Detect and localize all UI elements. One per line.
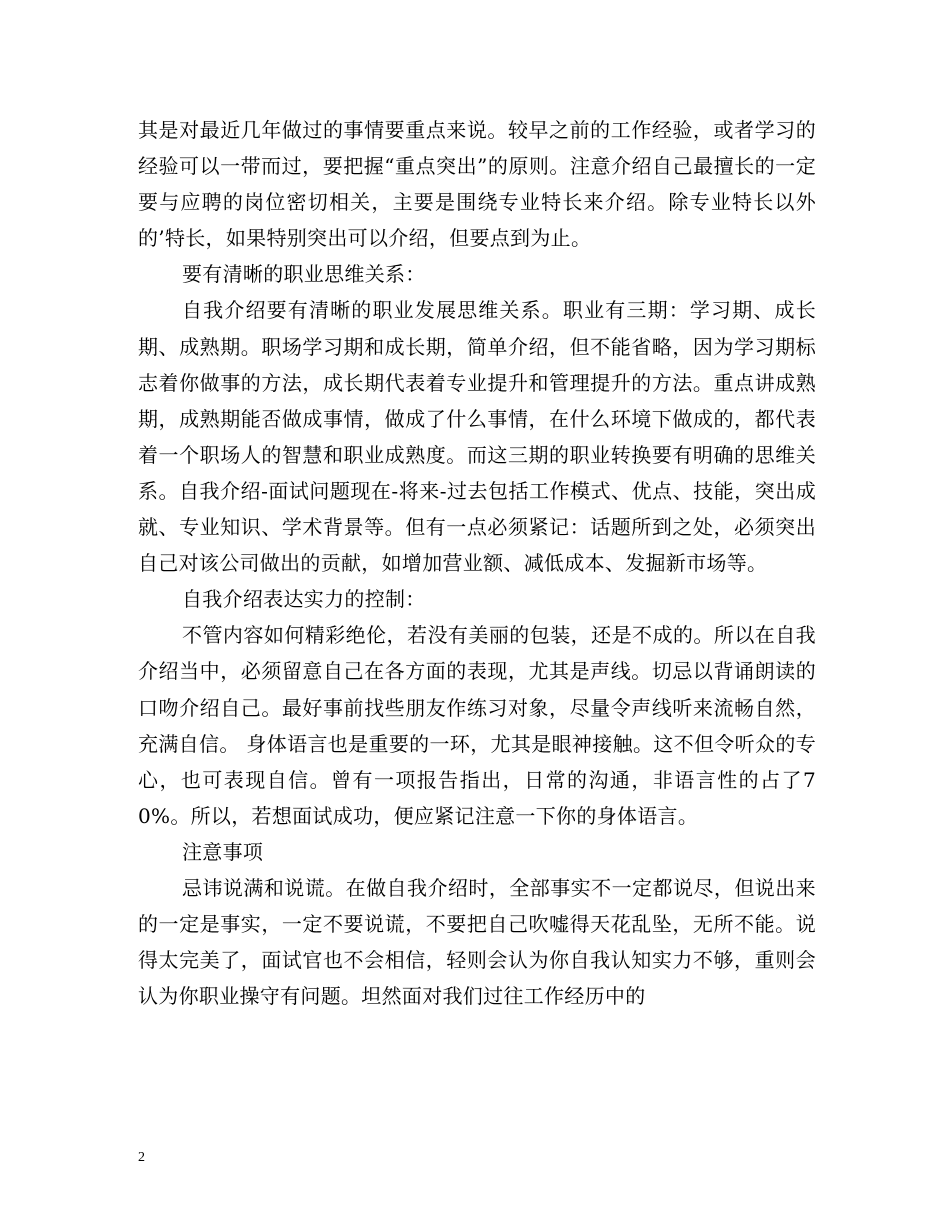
page-body [138,112,816,1014]
paragraph-career-thinking: 自我介绍要有清晰的职业发展思维关系。职业有三期：学习期、成长期、成熟期。职场学习期和成长期，简单介绍，但不能省略，因为学习期标志着你做事的方法，成长期代表着专业提升和管理提升的方法。重点讲成熟期，成熟期能否做成事情，做成了什么事情，在什么环境下做成的，都代表着一个职场人的智慧和职业成熟度。而这三期的职业转换要有明确的思维关系。自我介绍-面试问题现在-将来-过去包括工作模式、优点、技能，突出成就、专业知识、学术背景等。但有一点必须紧记：话题所到之处，必须突出自己对该公司做出的贡献，如增加营业额、减低成本、发掘新市场等。 [138,298,816,576]
paragraph-expression-control: 不管内容如何精彩绝伦，若没有美丽的包装，还是不成的。所以在自我介绍当中，必须留意自己在各方面的表现，尤其是声线。切忌以背诵朗读的口吻介绍自己。最好事前找些朋友作练习对象，尽量令声线听来流畅自然，充满自信。 身体语言也是重要的一环，尤其是眼神接触。这不但令听众的专心，也可表现自信。曾有一项报告指出，日常的沟通，非语言性的占了70%。所以，若想面试成功，便应紧记注意一下你的身体语言。 [138,623,816,828]
section-heading-notes: 注意事项 [182,839,264,864]
section-heading-expression-control: 自我介绍表达实力的控制： [182,587,426,612]
page-number: 2 [138,1150,145,1165]
paragraph-continued: 其是对最近几年做过的事情要重点来说。较早之前的工作经验，或者学习的经验可以一带而过，要把握“重点突出”的原则。注意介绍自己最擅长的一定要与应聘的岗位密切相关，主要是围绕专业特长来介绍。除专业特长以外的’特长，如果特别突出可以介绍，但要点到为止。 [138,118,816,251]
section-heading-career-thinking: 要有清晰的职业思维关系： [182,262,426,287]
paragraph-notes: 忌讳说满和说谎。在做自我介绍时，全部事实不一定都说尽，但说出来的一定是事实，一定不要说谎，不要把自己吹嘘得天花乱坠，无所不能。说得太完美了，面试官也不会相信，轻则会认为你自我认知实力不够，重则会认为你职业操守有问题。坦然面对我们过往工作经历中的 [138,875,816,1009]
